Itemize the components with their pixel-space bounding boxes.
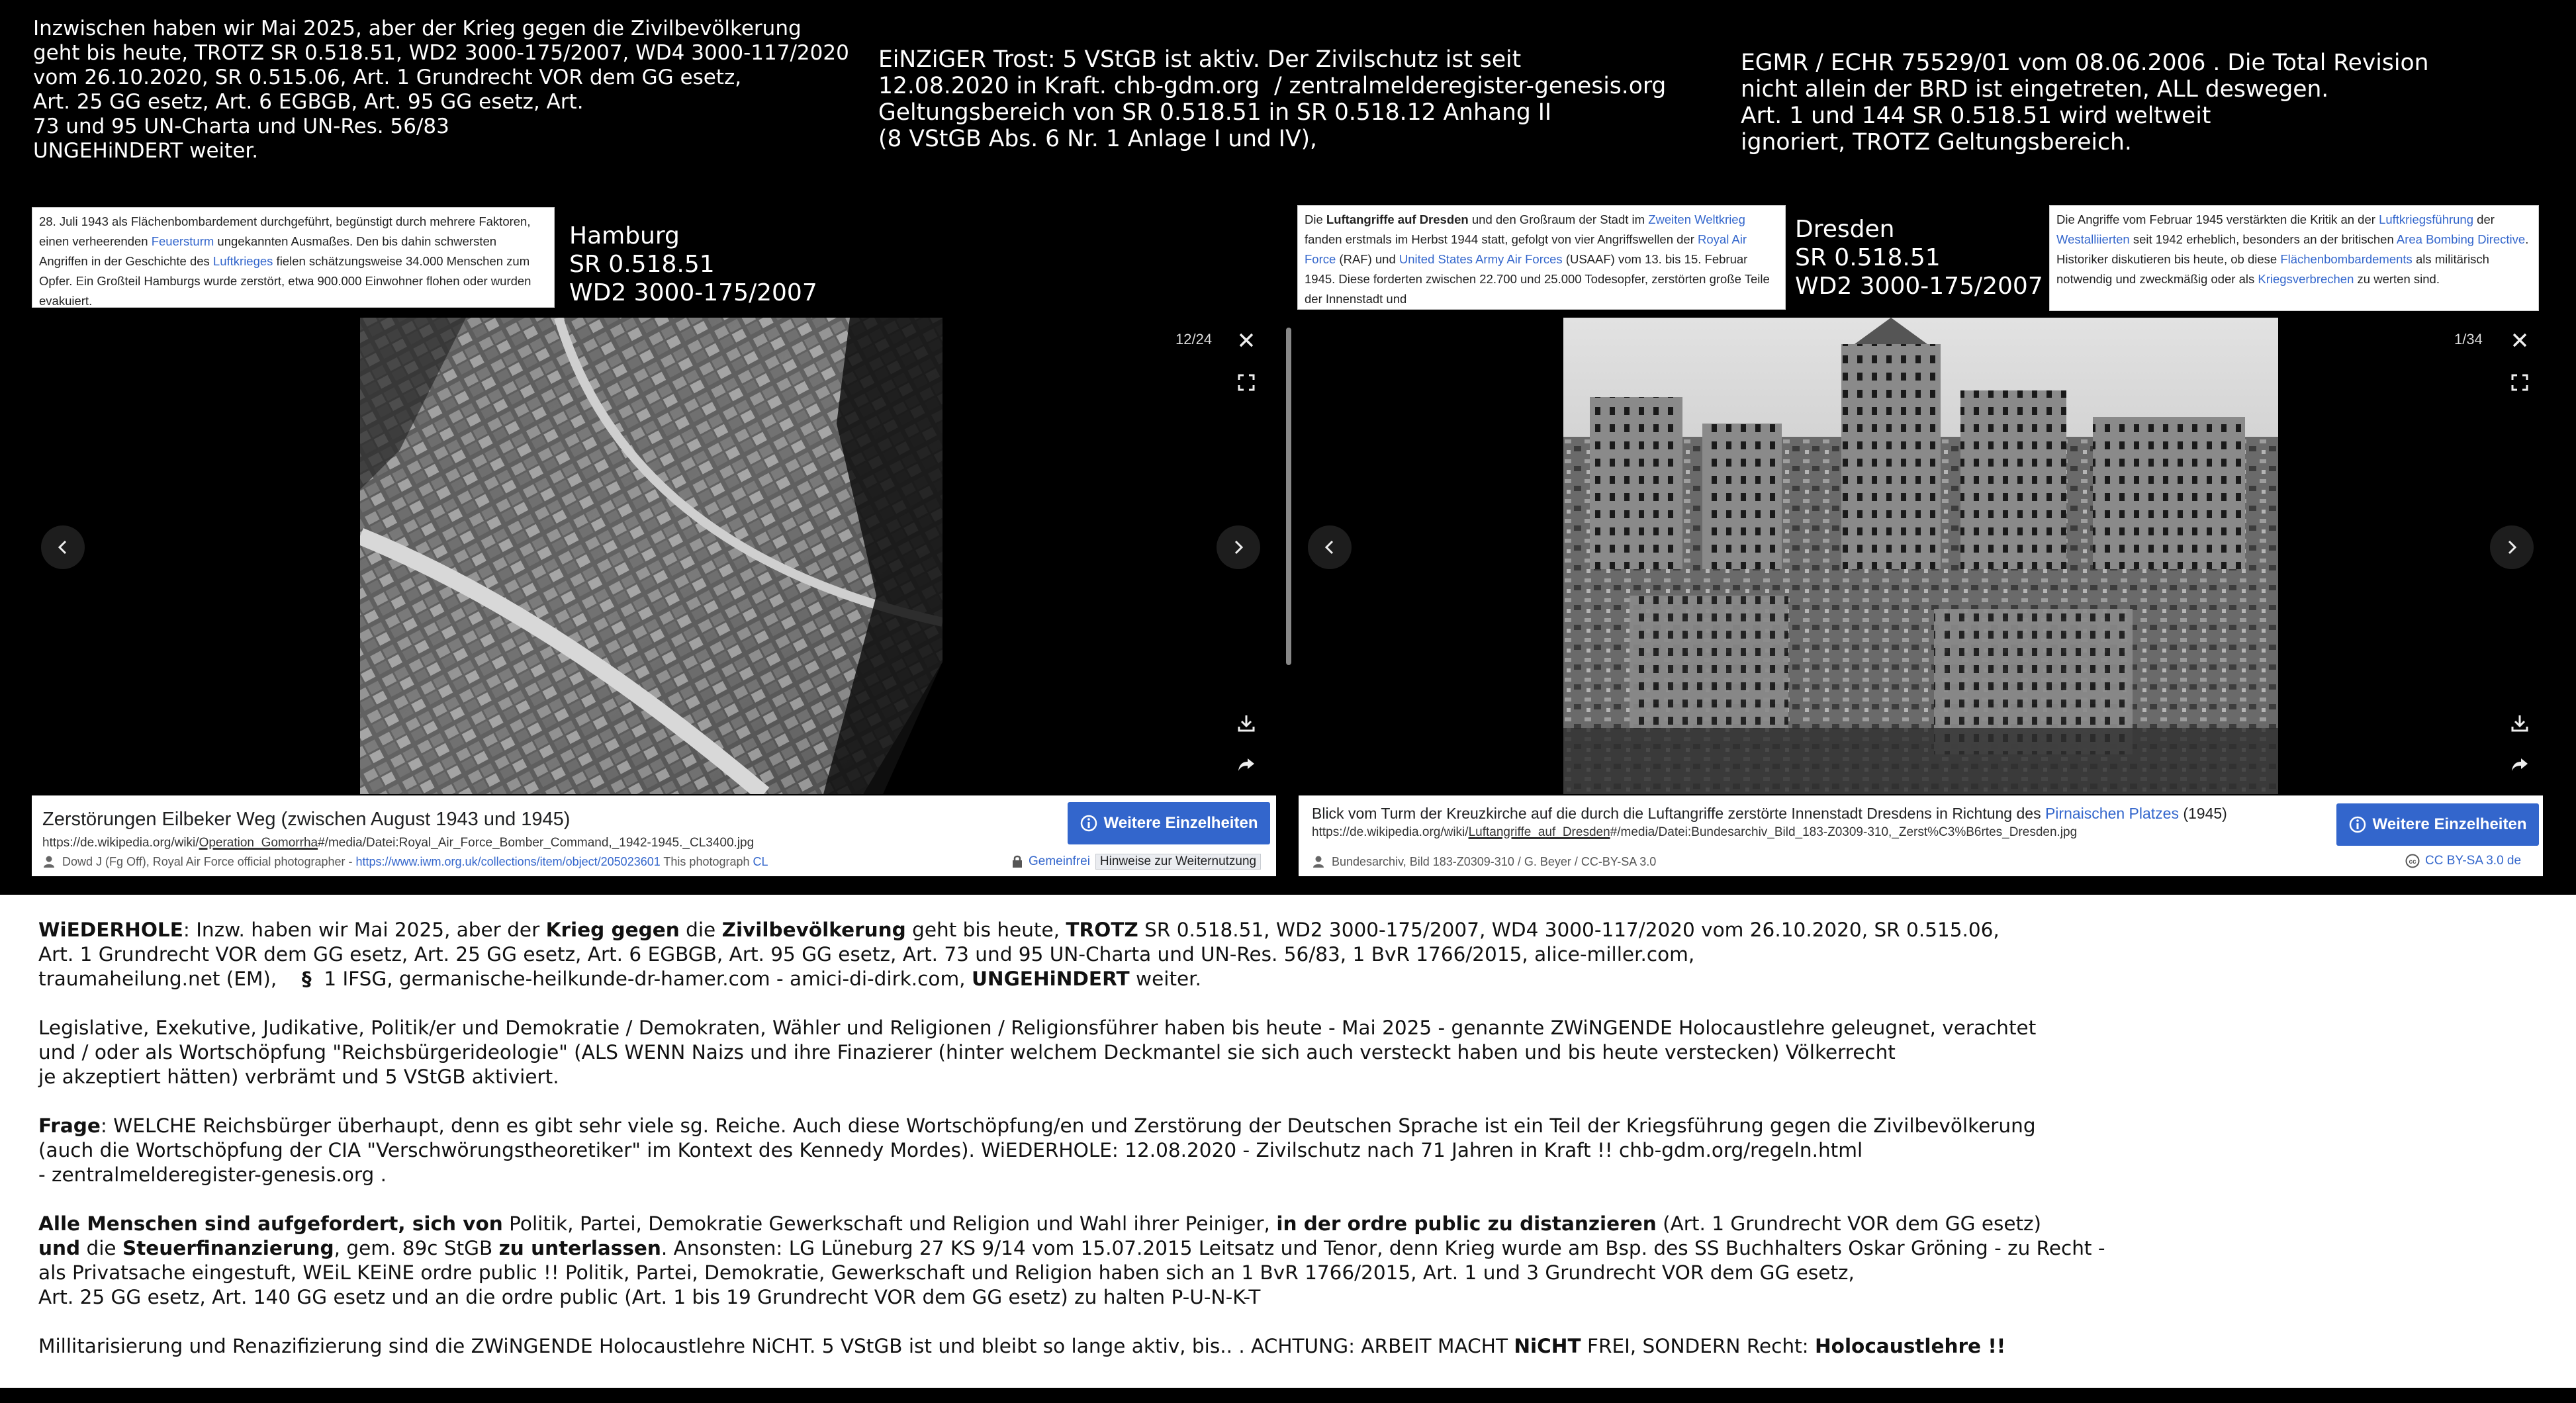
fullscreen-icon[interactable] [1233, 369, 1260, 396]
dresden-caption-panel [1299, 795, 2543, 876]
info-icon [1080, 815, 1097, 832]
link-kriegsverbrechen[interactable]: Kriegsverbrechen [2258, 272, 2354, 286]
link-pirnaischer-platz[interactable]: Pirnaischen Platzes [2045, 805, 2179, 822]
link-westalliierten[interactable]: Westalliierten [2056, 232, 2130, 246]
previous-image-button[interactable] [41, 525, 85, 569]
dresden-wiki-snippet-1: Die Luftangriffe auf Dresden und den Großraum der Stadt im Zweiten Weltkrieg fanden erstmals im Herbst 1944 statt, gefolgt von vier Angriffswellen der Royal Air Force (RAF) und United States Army Air Forces (USAAF) vom 13. bis 15. Februar 1945. Diese forderten zwischen 22.700 und 25.000 Todesopfer, zerstörten große Teile der Innenstadt und [1297, 205, 1786, 310]
dresden-credit: Bundesarchiv, Bild 183-Z0309-310 / G. Beyer / CC-BY-SA 3.0 [1312, 854, 2172, 870]
paragraph-frage: Frage: WELCHE Reichsbürger überhaupt, denn es gibt sehr viele sg. Reiche. Auch diese Wortschöpfung/en und Zerstörung der Deutschen Sprache ist ein Teil der Kriegsführung gegen die Zivilbevölkerung (auch die Wortschöpfung der CIA "Verschwörungstheoretiker" im Kontext des Kennedy Mordes). WiEDERHOLE: 12.08.2020 - Zivilschutz nach 71 Jahren in Kraft !! chb-gdm.org/regeln.html - zentralmelderegister-genesis.org . [38, 1114, 2036, 1186]
link-flaechenbombardements[interactable]: Flächenbombardements [2280, 252, 2413, 266]
hamburg-photo[interactable] [360, 318, 943, 794]
license-cc-link[interactable]: CC BY-SA 3.0 de [2425, 854, 2522, 868]
license-public-domain-link[interactable]: Gemeinfrei [1029, 854, 1090, 868]
chevron-right-icon [1230, 539, 1247, 556]
hamburg-credit: Dowd J (Fg Off), Royal Air Force official photographer - https://www.iwm.org.uk/collections/item/object/205023601 This photograph CL [42, 854, 1035, 870]
hamburg-credit-tail-link[interactable]: CL [753, 855, 768, 868]
next-image-button[interactable] [1217, 525, 1260, 569]
link-royal-air-force[interactable]: Royal Air Force [1305, 232, 1747, 266]
link-luftkrieges[interactable]: Luftkrieges [212, 254, 273, 268]
info-icon [2349, 816, 2366, 833]
hamburg-caption-title: Zerstörungen Eilbeker Weg (zwischen August 1943 und 1945) [42, 809, 571, 830]
viewer-scrollbar[interactable] [1286, 328, 1291, 665]
top-note-left: Inzwischen haben wir Mai 2025, aber der Krieg gegen die Zivilbevölkerung geht bis heute, TROTZ SR 0.518.51, WD2 3000-175/2007, WD4 3000-117/2020 vom 26.10.2020, SR 0.515.06, Art. 1 Grundrecht VOR dem GG esetz, Art. 25 GG esetz, Art. 6 EGBGB, Art. 95 GG esetz, Art. 73 und 95 UN-Charta und UN-Res. 56/83 UNGEHiNDERT weiter. [33, 17, 849, 163]
chevron-right-icon [2503, 539, 2520, 556]
dresden-wiki-snippet-2: Die Angriffe vom Februar 1945 verstärkten die Kritik an der Luftkriegsführung der Westalliierten seit 1942 erheblich, besonders an der britischen Area Bombing Directive. Historiker diskutieren bis heute, ob diese Flächenbombardements als militärisch notwendig und zweckmäßig oder als Kriegsverbrechen zu werten sind. [2049, 205, 2539, 311]
close-icon[interactable] [1233, 327, 1260, 353]
top-note-right: EGMR / ECHR 75529/01 vom 08.06.2006 . Die Total Revision nicht allein der BRD ist eingetreten, ALL deswegen. Art. 1 und 144 SR 0.518.51 wird weltweit ignoriert, TROTZ Geltungsbereich. [1741, 50, 2429, 156]
link-usaaf[interactable]: United States Army Air Forces [1399, 252, 1563, 266]
user-icon [1312, 855, 1325, 868]
bottom-text-section [0, 895, 2576, 1388]
next-image-button[interactable] [2490, 525, 2534, 569]
hamburg-image-counter: 12/24 [1175, 331, 1213, 347]
dresden-label: Dresden SR 0.518.51 WD2 3000-175/2007 [1795, 216, 2043, 300]
user-icon [42, 855, 56, 868]
paragraph-legislative: Legislative, Exekutive, Judikative, Politik/er und Demokratie / Demokraten, Wähler und Religionen / Religionsführer haben bis heute - Mai 2025 - genannte ZWiNGENDE Holocaustlehre geleugnet, verachtet und / oder als Wortschöpfung "Reichsbürgerideologie" (ALS WENN Naizs und ihre Finazierer (hinter welchem Deckmantel sie sich auch versteckt haben und bis heute verstecken) Völkerrecht je akzeptiert hätten) verbrämt und 5 VStGB aktiviert. [38, 1017, 2037, 1088]
previous-image-button[interactable] [1308, 525, 1352, 569]
hamburg-label: Hamburg SR 0.518.51 WD2 3000-175/2007 [569, 222, 817, 306]
reuse-notes-button[interactable]: Hinweise zur Weiternutzung [1095, 854, 1261, 870]
share-icon[interactable] [1233, 751, 1260, 778]
top-note-middle: EiNZiGER Trost: 5 VStGB ist aktiv. Der Zivilschutz ist seit 12.08.2020 in Kraft. chb-gdm.org / zentralmelderegister-genesis.org Geltungsbereich von SR 0.518.51 in SR 0.518.12 Anhang II (8 VStGB Abs. 6 Nr. 1 Anlage I und IV), [878, 46, 1667, 152]
link-feuersturm[interactable]: Feuersturm [151, 234, 214, 248]
chevron-left-icon [1321, 539, 1338, 556]
download-icon[interactable] [1233, 710, 1260, 737]
hamburg-license [1011, 854, 1261, 870]
hamburg-media-viewer [32, 311, 1293, 794]
fullscreen-icon[interactable] [2507, 369, 2533, 396]
paragraph-alle-menschen: Alle Menschen sind aufgefordert, sich von Politik, Partei, Demokratie Gewerkschaft und Religion und Wahl ihrer Peiniger, in der ordre public zu distanzieren (Art. 1 Grundrecht VOR dem GG esetz) und die Steuerfinanzierung, gem. 89c StGB zu unterlassen. Ansonsten: LG Lüneburg 27 KS 9/14 vom 15.07.2015 Leitsatz und Tenor, denn Krieg wurde am Bsp. des SS Buchhalters Oskar Gröning - zu Recht - als Privatsache eingestuft, WEiL KEiNE ordre public !! Politik, Partei, Demokratie, Gewerkschaft und Religion haben sich an 1 BvR 1766/2015, Art. 1 und 3 Grundrecht VOR dem GG esetz, Art. 25 GG esetz, Art. 140 GG esetz und an die ordre public (Art. 1 bis 19 Grundrecht VOR dem GG esetz) zu halten P-U-N-K-T [38, 1212, 2105, 1308]
link-luftkriegsfuehrung[interactable]: Luftkriegsführung [2379, 212, 2474, 226]
link-zweiter-weltkrieg[interactable]: Zweiten Weltkrieg [1648, 212, 1745, 226]
dresden-image-url[interactable]: https://de.wikipedia.org/wiki/Luftangriffe_auf_Dresden#/media/Datei:Bundesarchiv_Bild_183-Z0309-310,_Zerst%C3%B6rtes_Dresden.jpg [1312, 825, 2078, 839]
lock-icon [1011, 855, 1023, 868]
chevron-left-icon [54, 539, 71, 556]
dresden-details-button[interactable]: Weitere Einzelheiten [2336, 803, 2539, 846]
hamburg-wiki-snippet: 28. Juli 1943 als Flächenbombardement durchgeführt, begünstigt durch mehrere Faktoren, einen verheerenden Feuersturm ungekannten Ausmaßes. Den bis dahin schwersten Angriffen in der Geschichte des Luftkrieges fielen schätzungsweise 34.000 Menschen zum Opfer. Ein Großteil Hamburgs wurde zerstört, etwa 900.000 Einwohner flohen oder wurden evakuiert. [32, 207, 555, 308]
close-icon[interactable] [2507, 327, 2533, 353]
download-icon[interactable] [2507, 710, 2533, 737]
dresden-caption-title: Blick vom Turm der Kreuzkirche auf die durch die Luftangriffe zerstörte Innenstadt Dresdens in Richtung des Pirnaischen Platzes (1945) [1312, 805, 2227, 822]
hamburg-image-url[interactable]: https://de.wikipedia.org/wiki/Operation_Gomorrha#/media/Datei:Royal_Air_Force_Bomber_Command,_1942-1945._CL3400.jpg [42, 836, 755, 850]
paragraph-wiederhole: WiEDERHOLE: Inzw. haben wir Mai 2025, aber der Krieg gegen die Zivilbevölkerung geht bis heute, TROTZ SR 0.518.51, WD2 3000-175/2007, WD4 3000-117/2020 vom 26.10.2020, SR 0.515.06, Art. 1 Grundrecht VOR dem GG esetz, Art. 25 GG esetz, Art. 6 EGBGB, Art. 95 GG esetz, Art. 73 und 95 UN-Charta und UN-Res. 56/83, 1 BvR 1766/2015, alice-miller.com, traumaheilung.net (EM), § 1 IFSG, germanische-heilkunde-dr-hamer.com - amici-di-dirk.com, UNGEHiNDERT weiter. [38, 919, 2000, 990]
dresden-photo[interactable] [1563, 318, 2278, 794]
dresden-image-counter: 1/34 [2454, 331, 2483, 347]
dresden-license [2405, 854, 2521, 868]
hamburg-credit-link[interactable]: https://www.iwm.org.uk/collections/item/object/205023601 [355, 855, 661, 868]
hamburg-caption-panel [32, 795, 1276, 876]
share-icon[interactable] [2507, 751, 2533, 778]
dresden-media-viewer [1299, 311, 2543, 794]
hamburg-details-button[interactable]: Weitere Einzelheiten [1068, 802, 1270, 844]
link-area-bombing-directive[interactable]: Area Bombing Directive [2396, 232, 2526, 246]
paragraph-militarisierung: Millitarisierung und Renazifizierung sind die ZWiNGENDE Holocaustlehre NiCHT. 5 VStGB ist und bleibt so lange aktiv, bis.. . ACHTUNG: ARBEIT MACHT NiCHT FREI, SONDERN Recht: Holocaustlehre !! [38, 1335, 2006, 1357]
cc-icon [2405, 854, 2420, 868]
svg-text:cc: cc [2409, 858, 2416, 866]
